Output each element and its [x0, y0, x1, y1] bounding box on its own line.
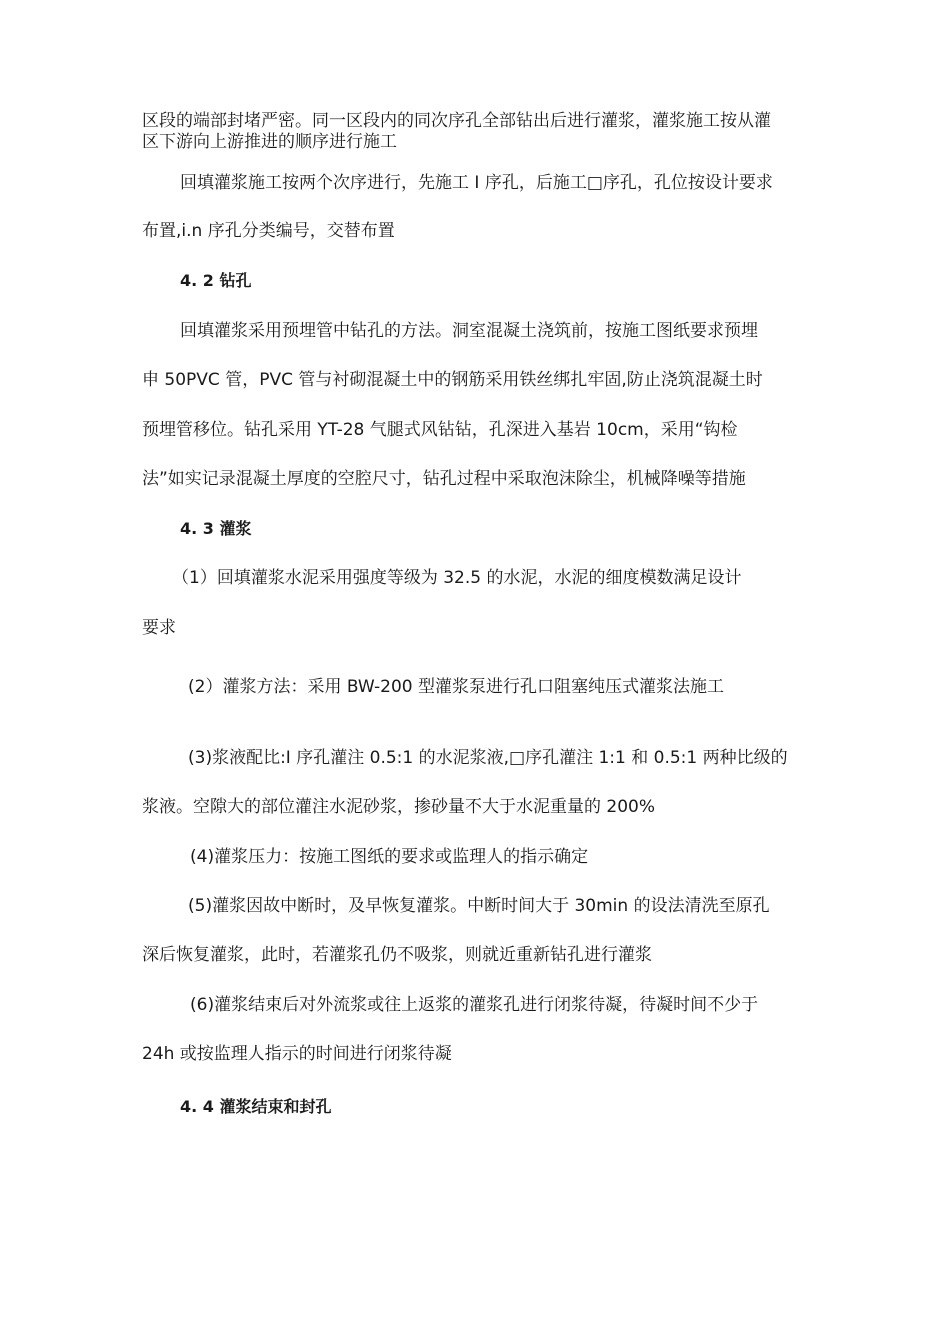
paragraph-line: （1）回填灌浆水泥采用强度等级为 32.5 的水泥，水泥的细度模数满足设计: [172, 568, 742, 588]
paragraph-line: 浆液。空隙大的部位灌注水泥砂浆，掺砂量不大于水泥重量的 200%: [142, 797, 656, 817]
paragraph-line: 预埋管移位。钻孔采用 YT-28 气腿式风钻钻，孔深进入基岩 10cm，采用“钩检: [142, 420, 738, 440]
paragraph-line: 要求: [142, 618, 176, 638]
paragraph-line: 深后恢复灌浆，此时，若灌浆孔仍不吸浆，则就近重新钻孔进行灌浆: [142, 945, 652, 965]
section-heading: 4. 2 钻孔: [180, 271, 252, 290]
paragraph-line: 回填灌浆采用预埋管中钻孔的方法。洞室混凝土浇筑前，按施工图纸要求预埋: [180, 321, 758, 341]
paragraph-line: (3)浆液配比:I 序孔灌注 0.5:1 的水泥浆液,□序孔灌注 1:1 和 0.5:1 两种比级的: [188, 748, 788, 768]
paragraph-line: 申 50PVC 管，PVC 管与衬砌混凝土中的钢筋采用铁丝绑扎牢固,防止浇筑混凝土时: [142, 370, 763, 390]
paragraph-line: 法”如实记录混凝土厚度的空腔尺寸，钻孔过程中采取泡沫除尘，机械降噪等措施: [142, 469, 746, 489]
section-heading: 4. 4 灌浆结束和封孔: [180, 1097, 332, 1116]
paragraph-line: (2）灌浆方法：采用 BW-200 型灌浆泵进行孔口阻塞纯压式灌浆法施工: [188, 677, 725, 697]
paragraph-line: (6)灌浆结束后对外流浆或往上返浆的灌浆孔进行闭浆待凝，待凝时间不少于: [190, 995, 759, 1015]
section-heading: 4. 3 灌浆: [180, 519, 252, 538]
paragraph-line: 24h 或按监理人指示的时间进行闭浆待凝: [142, 1044, 452, 1064]
paragraph-line: (4)灌浆压力：按施工图纸的要求或监理人的指示确定: [190, 847, 589, 867]
paragraph-line: 回填灌浆施工按两个次序进行，先施工 I 序孔，后施工□序孔，孔位按设计要求: [180, 173, 773, 193]
paragraph-line: 区段的端部封堵严密。同一区段内的同次序孔全部钻出后进行灌浆，灌浆施工按从灌: [142, 111, 771, 131]
paragraph-line: 布置,i.n 序孔分类编号，交替布置: [142, 221, 395, 241]
paragraph-line: 区下游向上游推进的顺序进行施工: [142, 132, 397, 152]
paragraph-line: (5)灌浆因故中断时，及早恢复灌浆。中断时间大于 30min 的设法清洗至原孔: [188, 896, 770, 916]
